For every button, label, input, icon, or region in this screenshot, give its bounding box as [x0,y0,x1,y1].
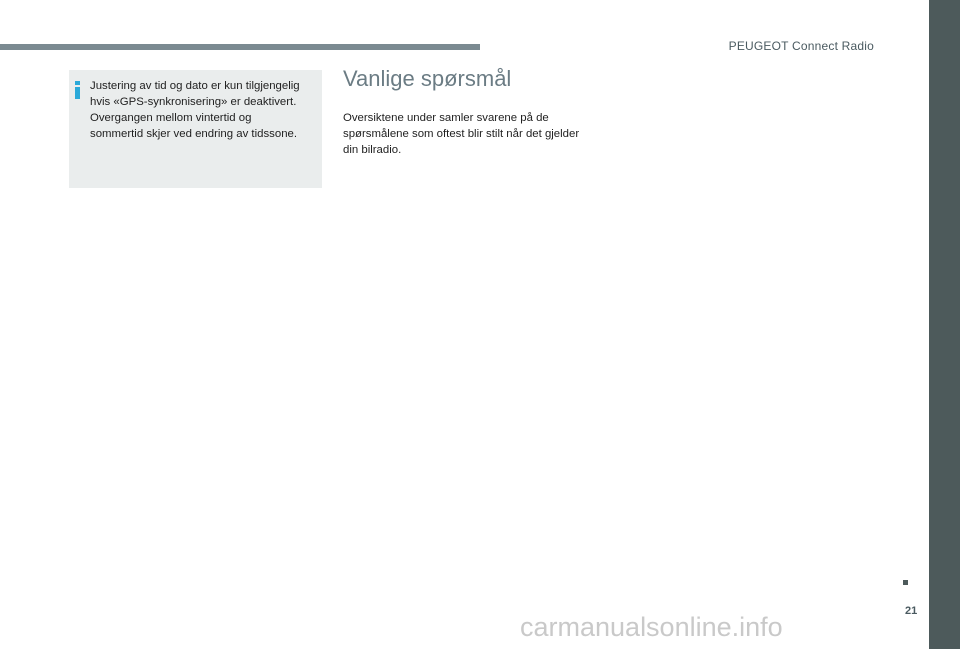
section-body [343,110,608,158]
section-title: Vanlige spørsmål [343,66,512,91]
info-line: Overgangen mellom vintertid og [90,112,252,124]
watermark: carmanualsonline.info [520,612,783,642]
info-line: sommertid skjer ved endring av tidssone. [90,128,298,140]
info-note [90,78,318,142]
body-line: Oversiktene under samler svarene på de [343,112,549,124]
info-icon [75,81,81,99]
body-line: din bilradio. [343,144,402,156]
page-marker [903,580,908,585]
info-line: hvis «GPS-synkronisering» er deaktivert. [90,96,297,108]
manual-title: PEUGEOT Connect Radio [728,39,874,53]
info-line: Justering av tid og dato er kun tilgjengelig [90,80,300,92]
page-number: 21 [905,605,918,617]
side-band [929,0,960,649]
body-line: spørsmålene som oftest blir stilt når det gjelder [343,128,580,140]
header-rule [0,44,480,50]
